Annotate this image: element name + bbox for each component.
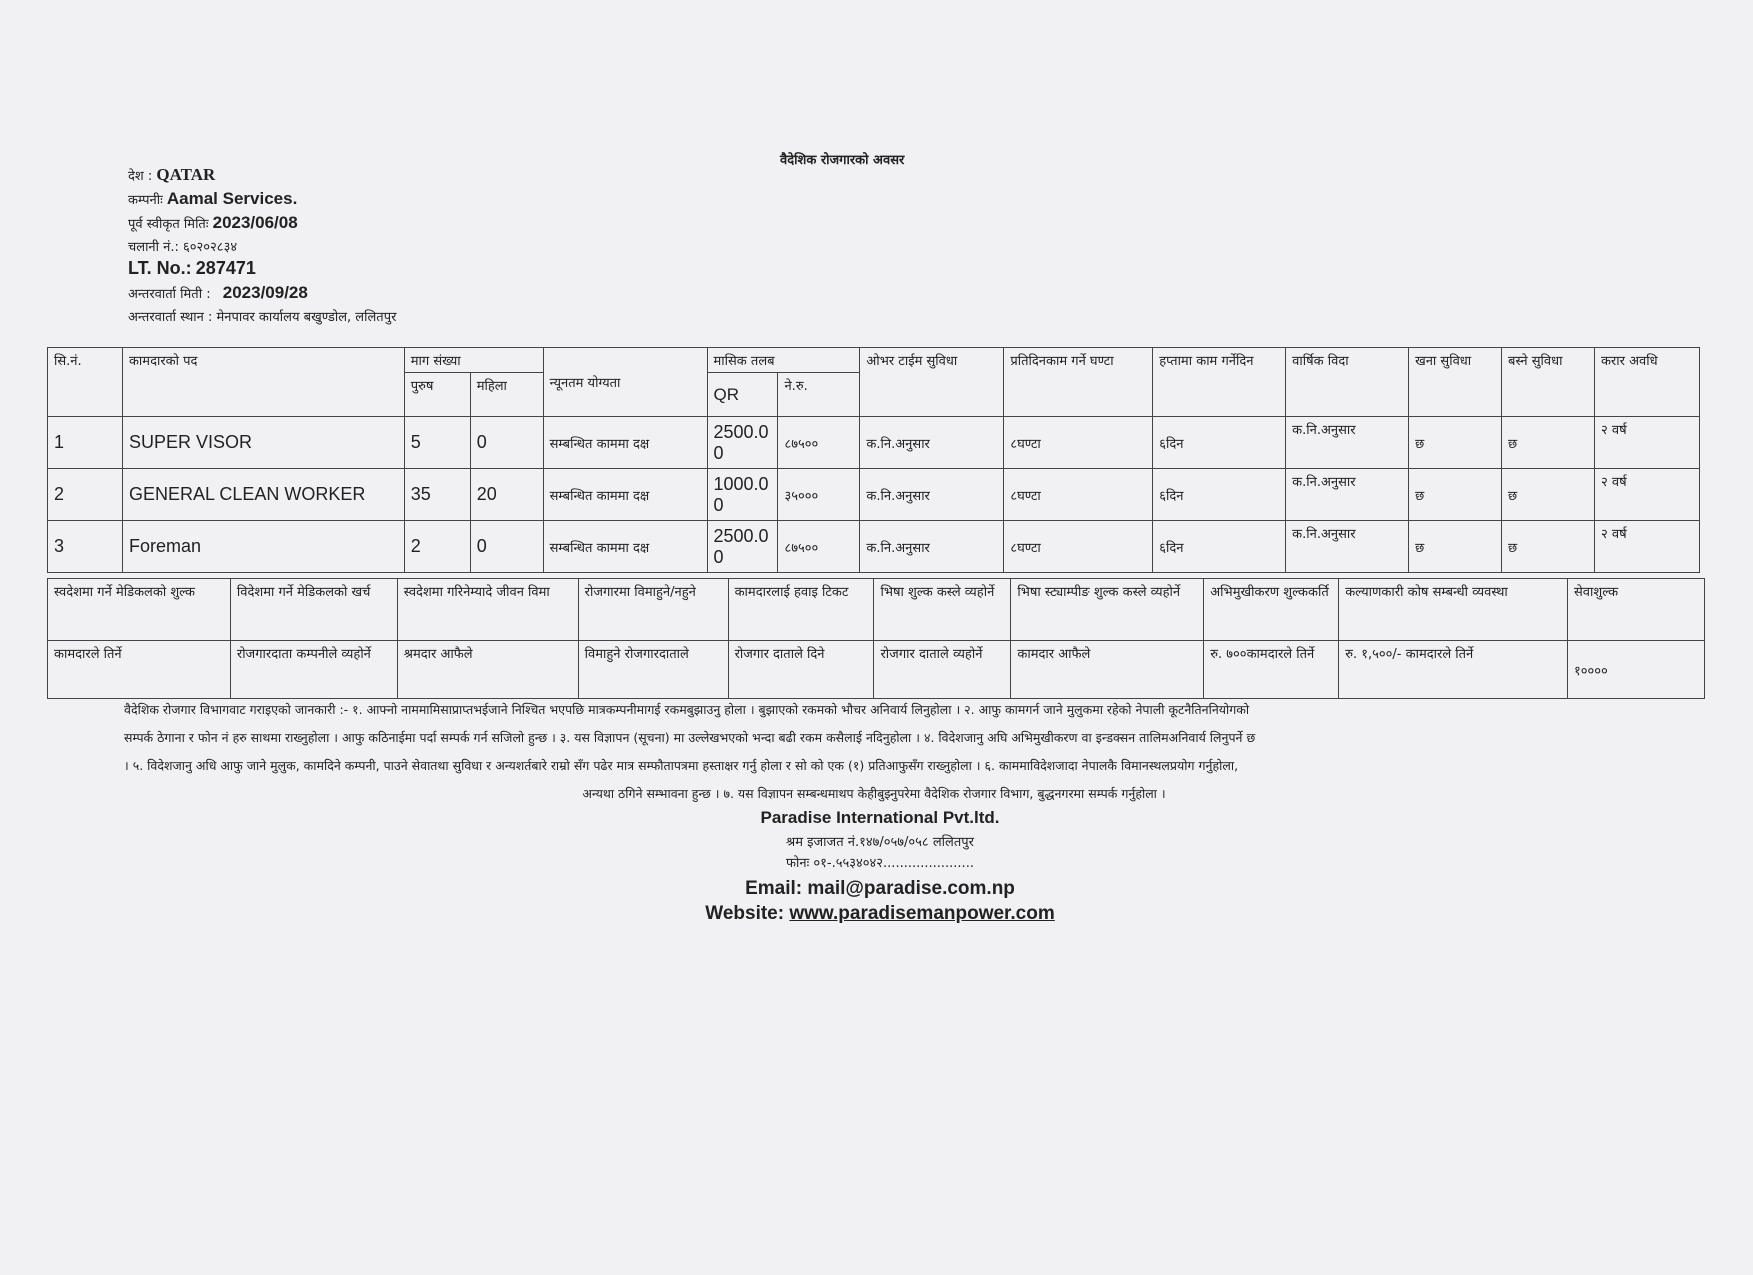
header-hours: प्रतिदिनकाम गर्ने घण्टा [1004, 348, 1153, 417]
approval-label: पूर्व स्वीकृत मितिः [128, 217, 209, 232]
row-male: 2 [404, 521, 470, 573]
row-days: ६दिन [1153, 521, 1286, 573]
fee-header: भिषा स्ट्याम्पीङ शुल्क कस्ले व्यहोर्ने [1011, 579, 1204, 641]
fee-value: रु. ७००कामदारले तिर्ने [1204, 641, 1339, 699]
fee-value: रोजगार दाताले दिने [728, 641, 874, 699]
row-food: छ [1409, 521, 1502, 573]
fee-value: विमाहुने रोजगारदाताले [578, 641, 728, 699]
header-stay: बस्ने सुविधा [1502, 348, 1595, 417]
header-qr: QR [707, 373, 778, 417]
fee-header: सेवाशुल्क [1568, 579, 1705, 641]
row-contract: २ वर्ष [1594, 469, 1699, 521]
agency-name: Paradise International Pvt.ltd. [760, 808, 1000, 827]
row-food: छ [1409, 417, 1502, 469]
row-contract: २ वर्ष [1594, 521, 1699, 573]
row-sn: 2 [48, 469, 123, 521]
row-qualification: सम्बन्धित काममा दक्ष [543, 521, 707, 573]
notice-line: सम्पर्क ठेगाना र फोन नं हरु साथमा राख्नुहोला । आफु कठिनाईमा पर्दा सम्पर्क गर्न सजिलो हुन्छ । ३. यस विज्ञापन (सूचना) मा उल्लेखभएको भन्दा बढी रकम कसैलाई नदिनुहोला । ४. विदेशजानु अघि अभिमुखीकरण वा इन्डक्सन तालिमअनिवार्य लिनुपर्ने छ [124, 730, 1256, 745]
row-qualification: सम्बन्धित काममा दक्ष [543, 469, 707, 521]
fee-header: अभिमुखीकरण शुल्ककर्ति [1204, 579, 1339, 641]
row-sn: 1 [48, 417, 123, 469]
header-demand: माग संख्या [404, 348, 543, 373]
lt-label: LT. No.: [128, 258, 192, 278]
fee-value: रु. १,५००/- कामदारले तिर्ने [1339, 641, 1568, 699]
fee-header: रोजगारमा विमाहुने/नहुने [578, 579, 728, 641]
row-stay: छ [1502, 417, 1595, 469]
row-leave: क.नि.अनुसार [1286, 469, 1409, 521]
country-value: QATAR [156, 165, 216, 184]
header-overtime: ओभर टाईम सुविधा [860, 348, 1004, 417]
agency-website-line [620, 903, 1140, 925]
header-qualification: न्यूनतम योग्यता [543, 348, 707, 417]
row-npr: ८७५०० [778, 521, 860, 573]
header-leave: वार्षिक विदा [1286, 348, 1409, 417]
row-position: GENERAL CLEAN WORKER [122, 469, 404, 521]
table-row [48, 417, 1700, 469]
row-overtime: क.नि.अनुसार [860, 417, 1004, 469]
row-qualification: सम्बन्धित काममा दक्ष [543, 417, 707, 469]
row-npr: ८७५०० [778, 417, 860, 469]
row-male: 5 [404, 417, 470, 469]
agency-license: श्रम इजाजत नं.१४७/०५७/०५८ ललितपुर [786, 835, 974, 850]
interview-place: अन्तरवार्ता स्थान : मेनपावर कार्यालय बखुण्डोल, ललितपुर [128, 310, 397, 325]
row-hours: ८घण्टा [1004, 469, 1153, 521]
row-overtime: क.नि.अनुसार [860, 469, 1004, 521]
approval-date: 2023/06/08 [212, 213, 298, 232]
fee-value: कामदारले तिर्ने [48, 641, 231, 699]
row-qr: 1000.00 [707, 469, 778, 521]
page-title: वैदेशिक रोजगारको अवसर [780, 153, 905, 168]
website-link[interactable]: www.paradisemanpower.com [789, 903, 1055, 924]
header-position: कामदारको पद [122, 348, 404, 417]
row-days: ६दिन [1153, 417, 1286, 469]
fees-table [47, 578, 1705, 699]
dispatch-number: चलानी नं.: ६०२०२८३४ [128, 240, 238, 255]
fee-header: विदेशमा गर्ने मेडिकलको खर्च [230, 579, 397, 641]
notice-line: । ५. विदेशजानु अधि आफु जाने मुलुक, कामदिने कम्पनी, पाउने सेवातथा सुविधा र अन्यशर्तबारे राम्रो सँग पढेर मात्र सम्फौतापत्रमा हस्ताक्षर गर्नु होला र सो को एक (१) प्रतिआफुसँग राख्नुहोला । ६. काममाविदेशजादा नेपालकै विमानस्थलप्रयोग गर्नुहोला, [124, 758, 1239, 773]
row-female: 0 [470, 417, 543, 469]
row-food: छ [1409, 469, 1502, 521]
interview-date: 2023/09/28 [222, 283, 308, 302]
row-position: SUPER VISOR [122, 417, 404, 469]
header-female: महिला [470, 373, 543, 417]
country-label: देश : [128, 169, 153, 184]
row-days: ६दिन [1153, 469, 1286, 521]
row-hours: ८घण्टा [1004, 417, 1153, 469]
fee-value: कामदार आफैले [1011, 641, 1204, 699]
lt-number: 287471 [195, 258, 256, 278]
interview-date-line [128, 283, 308, 303]
row-qr: 2500.00 [707, 521, 778, 573]
header-food: खना सुविधा [1409, 348, 1502, 417]
lt-line [128, 258, 256, 279]
row-female: 0 [470, 521, 543, 573]
fee-value: श्रमदार आफैले [397, 641, 578, 699]
table-row [48, 469, 1700, 521]
row-contract: २ वर्ष [1594, 417, 1699, 469]
fee-header: स्वदेशमा गरिनेम्यादे जीवन विमा [397, 579, 578, 641]
fee-header: स्वदेशमा गर्ने मेडिकलको शुल्क [48, 579, 231, 641]
row-leave: क.नि.अनुसार [1286, 417, 1409, 469]
table-row [48, 521, 1700, 573]
company-label: कम्पनीः [128, 193, 163, 208]
fee-value: १०००० [1568, 641, 1705, 699]
row-stay: छ [1502, 521, 1595, 573]
row-npr: ३५००० [778, 469, 860, 521]
row-position: Foreman [122, 521, 404, 573]
fee-header: कामदारलाई हवाइ टिकट [728, 579, 874, 641]
company-line [128, 189, 297, 209]
row-male: 35 [404, 469, 470, 521]
notice-line: वैदेशिक रोजगार विभागवाट गराइएको जानकारी :- १. आफ्नो नाममामिसाप्राप्तभईजाने निश्चित भएपछि मात्रकम्पनीमागई रकमबुझाउनु होला । बुझाएको रकमको भौचर अनिवार्य लिनुहोला । २. आफु कामगर्न जाने मुलुकमा रहेको नेपाली कूटनैतिननियोगको [124, 702, 1250, 717]
row-female: 20 [470, 469, 543, 521]
agency-email: Email: mail@paradise.com.np [745, 878, 1015, 899]
fee-header: भिषा शुल्क कस्ले व्यहोर्ने [874, 579, 1011, 641]
header-male: पुरुष [404, 373, 470, 417]
header-salary: मासिक तलब [707, 348, 860, 373]
agency-footer [620, 808, 1140, 925]
row-overtime: क.नि.अनुसार [860, 521, 1004, 573]
fee-value: रोजगारदाता कम्पनीले व्यहोर्ने [230, 641, 397, 699]
demand-table [47, 347, 1700, 573]
row-hours: ८घण्टा [1004, 521, 1153, 573]
agency-phone: फोनः ०१-.५५३४०४२...................... [786, 856, 974, 871]
fee-value: रोजगार दाताले व्यहोर्ने [874, 641, 1011, 699]
interview-date-label: अन्तरवार्ता मिती : [128, 287, 211, 302]
row-leave: क.नि.अनुसार [1286, 521, 1409, 573]
notice-line: अन्यथा ठगिने सम्भावना हुन्छ । ७. यस विज्ञापन सम्बन्धमाथप केहीबुझ्नुपरेमा वैदेशिक रोजगार विभाग, बुद्धनगरमा सम्पर्क गर्नुहोला । [582, 786, 1166, 801]
row-qr: 2500.00 [707, 417, 778, 469]
row-stay: छ [1502, 469, 1595, 521]
header-contract: करार अवधि [1594, 348, 1699, 417]
company-value: Aamal Services. [166, 189, 298, 208]
approval-line [128, 213, 298, 233]
country-line [128, 165, 215, 185]
fee-header: कल्याणकारी कोष सम्बन्धी व्यवस्था [1339, 579, 1568, 641]
website-label: Website: [705, 903, 785, 924]
row-sn: 3 [48, 521, 123, 573]
header-npr: ने.रु. [778, 373, 860, 417]
header-days: हप्तामा काम गर्नेदिन [1153, 348, 1286, 417]
header-sn: सि.नं. [48, 348, 123, 417]
notice-block [124, 696, 1624, 808]
